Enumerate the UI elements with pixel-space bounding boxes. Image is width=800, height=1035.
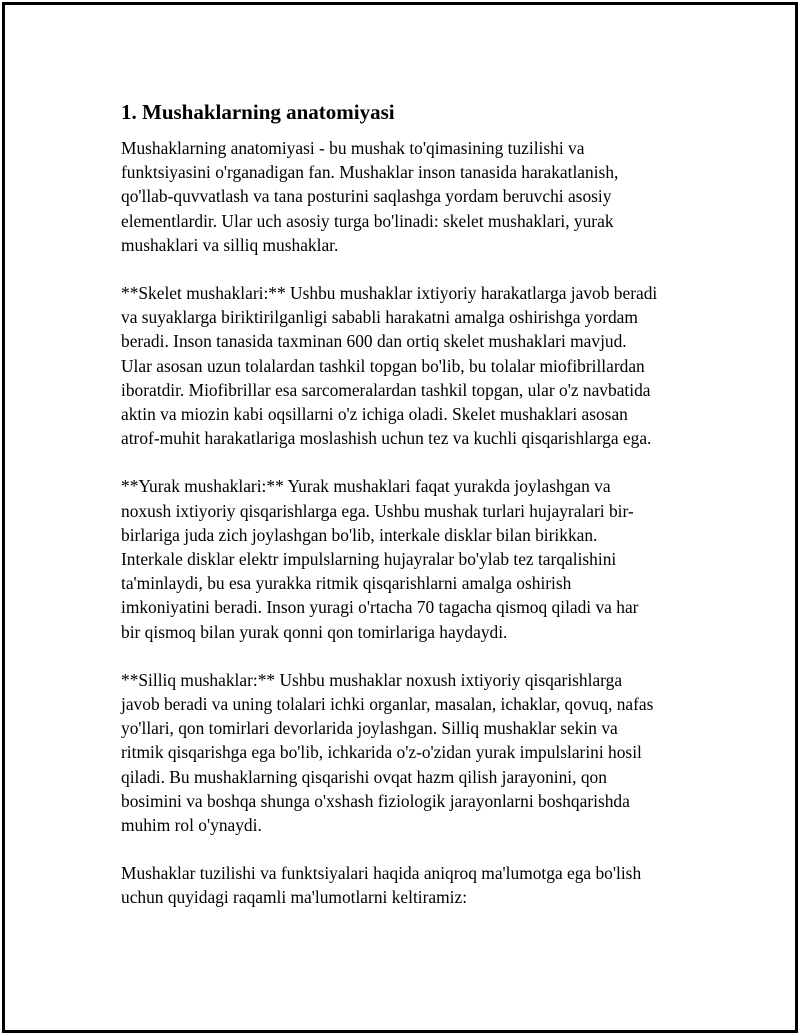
paragraph-cardiac-muscles: **Yurak mushaklari:** Yurak mushaklari faqat yurakda joylashgan va noxush ixtiyoriy qisqarishlarga ega. Ushbu mushak turlari hujayralari bir- birlariga juda zich joylashgan bo'lib, interkale disklar bilan birikkan. Interkale disklar elektr impulslarning hujayralar bo'ylab tez tarqalishini ta'minlaydi, bu esa yurakka ritmik qisqarishlarni amalga oshirish imkoniyatini beradi. Inson yuragi o'rtacha 70 tagacha qismoq qiladi va har bir qismoq bilan yurak qonni qon tomirlariga haydaydi. xyxy=(121,476,639,642)
paragraph-intro: Mushaklarning anatomiyasi - bu mushak to'qimasining tuzilishi va funktsiyasini o'rganadigan fan. Mushaklar inson tanasida harakatlanish, qo'llab-quvvatlash va tana posturini saqlashga yordam beruvchi asosiy elementlardir. Ular uch asosiy turga bo'linadi: skelet mushaklari, yurak mushaklari va silliq mushaklar. xyxy=(121,138,619,255)
paragraph-smooth-muscles: **Silliq mushaklar:** Ushbu mushaklar noxush ixtiyoriy qisqarishlarga javob beradi va uning tolalari ichki organlar, masalan, ichaklar, qovuq, nafas yo'llari, qon tomirlari devorlarida joylashgan. Silliq mushaklar sekin va ritmik qisqarishga ega bo'lib, ichkarida o'z-o'zidan yurak impulslarini hosil qiladi. Bu mushaklarning qisqarishi ovqat hazm qilish jarayonini, qon bosimini va boshqa shunga o'xshash fiziologik jarayonlarni boshqarishda muhim rol o'ynaydi. xyxy=(121,669,654,836)
section-heading: 1. Mushaklarning anatomiyasi xyxy=(121,100,395,124)
paragraph-conclusion: Mushaklar tuzilishi va funktsiyalari haqida aniqroq ma'lumotga ega bo'lish uchun quyidagi raqamli ma'lumotlarni keltiramiz: xyxy=(121,863,642,908)
paragraph-skeletal-muscles: **Skelet mushaklari:** Ushbu mushaklar ixtiyoriy harakatlarga javob beradi va suyaklarga biriktirilganligi sababli harakatni amalga oshirishga yordam beradi. Inson tanasida taxminan 600 dan ortiq skelet mushaklari mavjud. Ular asosan uzun tolalardan tashkil topgan bo'lib, bu tolalar miofibrillardan iboratdir. Miofibrillar esa sarcomeralardan tashkil topgan, ular o'z navbatida aktin va miozin kabi oqsillarni o'z ichiga oladi. Skelet mushaklari asosan atrof-muhit harakatlariga moslashish uchun tez va kuchli qisqarishlarga ega. xyxy=(121,283,658,449)
page-frame xyxy=(2,2,798,1033)
document-body xyxy=(121,97,701,934)
